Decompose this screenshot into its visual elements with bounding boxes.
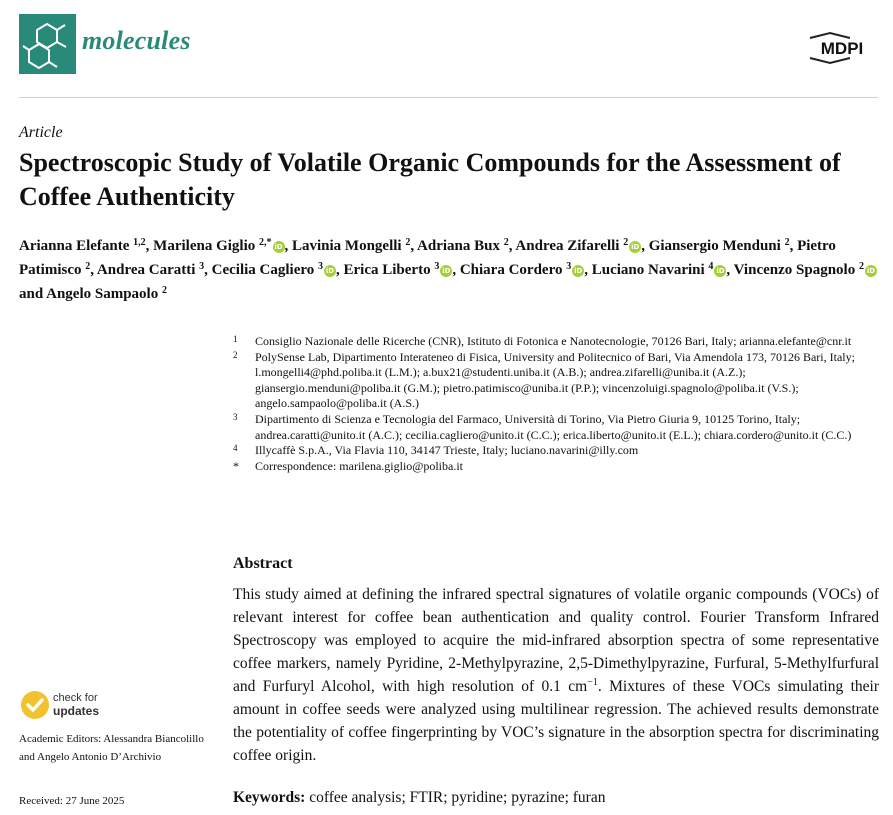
- author-name: Angelo Sampaolo: [46, 286, 159, 302]
- author-affiliation-mark: 2: [161, 285, 167, 296]
- author-affiliation-mark: 2: [503, 237, 509, 248]
- author: [46, 286, 167, 302]
- article-type: Article: [19, 124, 63, 141]
- author-name: Arianna Elefante: [19, 238, 130, 254]
- molecule-icon: [19, 14, 76, 74]
- affiliation-item: [233, 459, 883, 475]
- affiliation-text: Correspondence: marilena.giglio@poliba.it: [255, 458, 463, 473]
- keywords-text: coffee analysis; FTIR; pyridine; pyrazine; furan: [309, 789, 606, 806]
- received-date: Received: 27 June 2025: [19, 795, 125, 807]
- author-affiliation-mark: 2: [405, 237, 411, 248]
- header-divider: [19, 97, 878, 98]
- affiliation-mark: 1: [233, 334, 238, 344]
- author: [97, 262, 204, 278]
- author-affiliation-mark: 3: [199, 261, 205, 272]
- author-list: Arianna Elefante $^{1,2}$, Marilena Giglio $^{2,*}$ iD , Lavinia Mongelli $^2$, Adriana Bux $^2$, Andrea Zifarelli $^2$ iD , Giansergio Menduni $^2$, Pietro Patimisco $^2$, Andrea Caratti $^3$, Cecilia Cagliero $^3$ iD , Erica Liberto $^3$ iD , Chiara Cordero $^3$ iD , Luciano Navarini $^4$ iD , Vincenzo Spagnolo $^2$ iD and Angelo Sampaolo $^2$: [19, 237, 876, 302]
- affiliation-mark: 3: [233, 411, 238, 422]
- article-title: Spectroscopic Study of Volatile Organic Compounds for the Assessment of Coffee Authenticity: [19, 148, 841, 211]
- author: [734, 262, 877, 278]
- author-name: Adriana Bux: [417, 238, 500, 254]
- check-updates-icon: [19, 689, 51, 721]
- keywords: [233, 789, 605, 807]
- affiliation-text: Consiglio Nazionale delle Ricerche (CNR), Istituto di Fotonica e Nanotecnologie, 70126 Bari, Italy; arianna.elefante@cnr.it: [255, 334, 852, 348]
- author-affiliation-mark: 1,2: [133, 237, 146, 248]
- author-affiliation-mark: 3: [434, 261, 440, 272]
- author: [292, 238, 410, 254]
- orcid-icon[interactable]: iD: [631, 243, 640, 251]
- mdpi-logo: [806, 30, 878, 66]
- author: [460, 262, 584, 278]
- author-affiliation-mark: 2: [784, 237, 790, 248]
- check-updates-label: check for updates: [53, 692, 100, 718]
- mdpi-text: MDPI: [820, 39, 864, 58]
- journal-logo: [19, 14, 76, 74]
- author: [19, 238, 146, 254]
- author: [515, 238, 641, 254]
- academic-editors: Academic Editors: Alessandra Biancolillo and Angelo Antonio D’Archivio: [19, 733, 204, 763]
- author-affiliation-mark: 2: [858, 261, 864, 272]
- journal-name: molecules: [82, 26, 191, 55]
- orcid-icon[interactable]: iD: [274, 243, 283, 251]
- abstract-body: This study aimed at defining the infrared spectral signatures of volatile organic compounds (VOCs) of relevant interest for coffee bean authentication and quality control. Fourier Transform Infrared Spectroscopy was employed to acquire the mid-infrared absorption spectra of some representative coffee markers, namely Pyridine, 2-Methylpyrazine, 2,5-Dimethylpyrazine, Furfural, 5-Methylfurfural and Furfuryl Alcohol, with high resolution of 0.1 $cm^{-1}$. Mixtures of these VOCs simulating their amount in coffee seeds were analyzed using multilinear regression. The achieved results demonstrate the potentiality of coffee fingerprinting by VOC’s signature in the absorption spectra for discriminating coffee origin.: [233, 586, 880, 764]
- author-name: Chiara Cordero: [459, 262, 563, 278]
- author-name: Marilena Giglio: [153, 238, 256, 254]
- abstract-heading: Abstract: [233, 555, 293, 572]
- orcid-icon[interactable]: iD: [325, 267, 335, 275]
- orcid-icon[interactable]: iD: [716, 267, 725, 275]
- affiliations: [233, 334, 883, 474]
- author-name: Erica Liberto: [343, 262, 431, 278]
- author-name: Pietro Patimisco: [19, 238, 836, 278]
- author-affiliation-mark: 3: [566, 261, 572, 272]
- author-name: Giansergio Menduni: [648, 238, 781, 254]
- author: [212, 262, 336, 278]
- author-name: Andrea Caratti: [96, 262, 196, 278]
- unit-superscript: −1: [587, 676, 598, 688]
- affiliation-item: [233, 350, 883, 412]
- affiliation-text: PolySense Lab, Dipartimento Interateneo di Fisica, University and Politecnico of Bari, Via Amendola 173, 70126 Bari, Italy; l.mongelli4@phd.poliba.it (L.M.); a.bux21@studenti.uniba.it (A.B.); andrea.zifarelli@uniba.it (A.Z.); giansergio.menduni@poliba.it (G.M.); pietro.patimisco@uniba.it (P.P.); vincenzoluigi.spagnolo@poliba.it (V.S.); angelo.sampaolo@poliba.it (A.S.): [255, 349, 855, 411]
- author: [153, 238, 284, 254]
- affiliation-mark: 4: [233, 443, 238, 454]
- affiliation-text: Illycaffè S.p.A., Via Flavia 110, 34147 Trieste, Italy; luciano.navarini@illy.com: [255, 443, 639, 458]
- author-name: Cecilia Cagliero: [211, 262, 315, 278]
- affiliation-text: Dipartimento di Scienza e Tecnologia del Farmaco, Università di Torino, Via Pietro Giuria 9, 10125 Torino, Italy; andrea.caratti@unito.it (A.C.); cecilia.cagliero@unito.it (C.C.); erica.liberto@unito.it (E.L.); chiara.cordero@unito.it (C.C.): [255, 411, 852, 442]
- affiliation-mark: *: [233, 458, 239, 473]
- affiliation-item: [233, 412, 883, 443]
- orcid-icon[interactable]: iD: [866, 267, 876, 275]
- author-name: Lavinia Mongelli: [292, 238, 402, 254]
- author: [417, 238, 509, 254]
- affiliation-mark: 2: [233, 349, 238, 360]
- author: [649, 238, 790, 254]
- author-affiliation-mark: 2,*: [259, 237, 272, 248]
- author-name: Andrea Zifarelli: [515, 238, 620, 254]
- orcid-icon[interactable]: iD: [442, 267, 451, 275]
- affiliation-item: [233, 443, 883, 459]
- author-affiliation-mark: 2: [623, 237, 629, 248]
- author-affiliation-mark: 2: [85, 261, 91, 272]
- author-name: Vincenzo Spagnolo: [733, 262, 856, 278]
- author: [592, 262, 727, 278]
- author: [344, 262, 453, 278]
- author-affiliation-mark: 3: [318, 261, 324, 272]
- author-name: Luciano Navarini: [591, 262, 705, 278]
- affiliation-item: [233, 334, 883, 350]
- orcid-icon[interactable]: iD: [574, 267, 583, 275]
- keywords-label: Keywords:: [233, 789, 306, 806]
- author-affiliation-mark: 4: [708, 261, 714, 272]
